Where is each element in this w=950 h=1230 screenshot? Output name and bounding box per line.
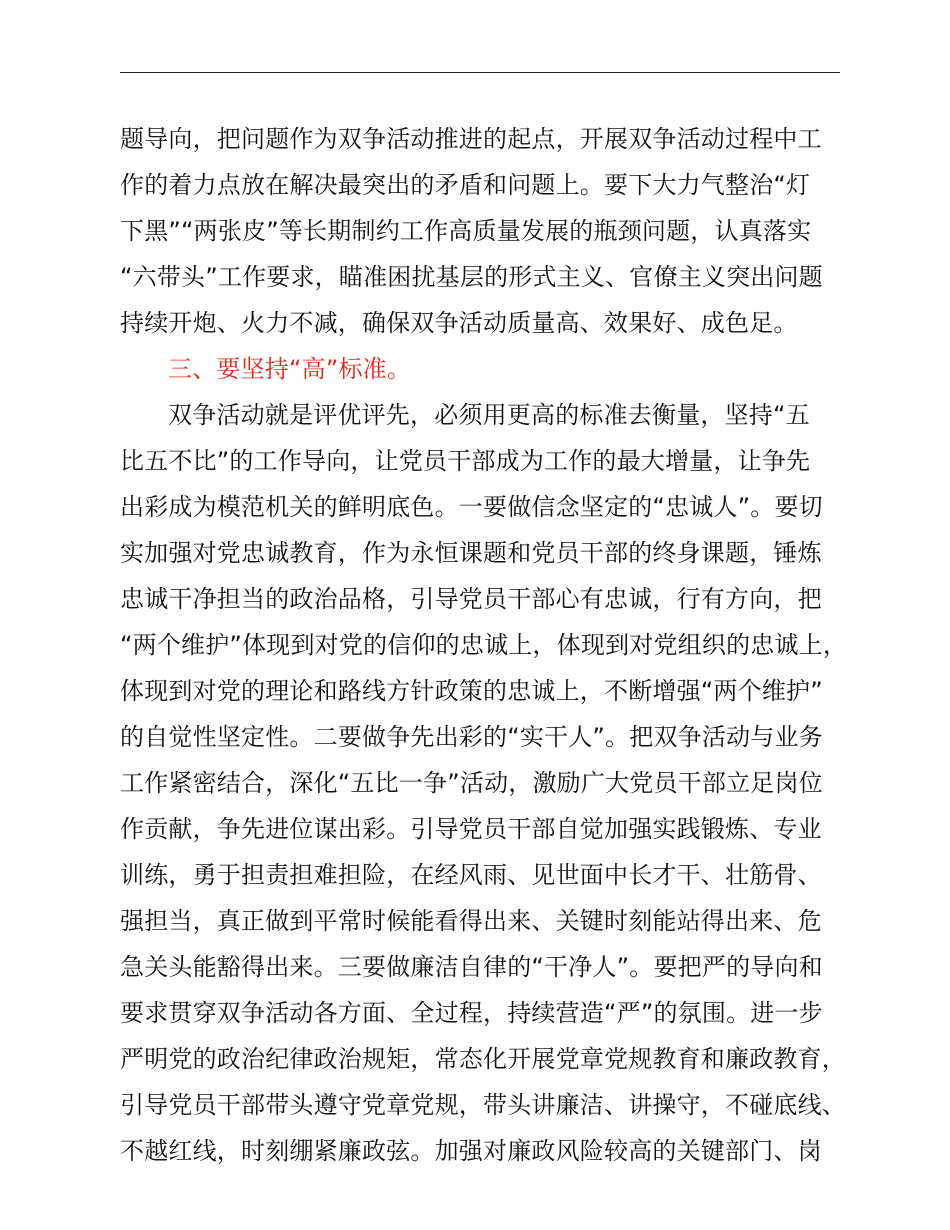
- document-body: [120, 116, 850, 1174]
- body-line: 严明党的政治纪律政治规矩，常态化开展党章党规教育和廉政教育，: [120, 1045, 846, 1073]
- body-line: 不越红线，时刻绷紧廉政弦。加强对廉政风险较高的关键部门、岗: [120, 1137, 822, 1165]
- body-line: 的自觉性坚定性。二要做争先出彩的“实干人”。把双争活动与业务: [120, 723, 823, 751]
- body-line: 实加强对党忠诚教育，作为永恒课题和党员干部的终身课题，锤炼: [120, 539, 822, 567]
- body-line: 下黑”“两张皮”等长期制约工作高质量发展的瓶颈问题，认真落实: [120, 217, 812, 245]
- body-line: 急关头能豁得出来。三要做廉洁自律的“干净人”。要把严的导向和: [120, 953, 823, 981]
- body-line: 体现到对党的理论和路线方针政策的忠诚上，不断增强“两个维护”: [120, 677, 823, 705]
- body-line: 出彩成为模范机关的鲜明底色。一要做信念坚定的“忠诚人”。要切: [120, 493, 823, 521]
- body-line: 强担当，真正做到平常时候能看得出来、关键时刻能站得出来、危: [120, 907, 822, 935]
- body-line: 要求贯穿双争活动各方面、全过程，持续营造“严”的氛围。进一步: [120, 999, 823, 1027]
- body-line: 作贡献，争先进位谋出彩。引导党员干部自觉加强实践锻炼、专业: [120, 815, 822, 843]
- body-line: 持续开炮、火力不减，确保双争活动质量高、效果好、成色足。: [120, 309, 798, 337]
- body-line: 训练，勇于担责担难担险，在经风雨、见世面中长才干、壮筋骨、: [120, 861, 822, 889]
- body-line: “两个维护”体现到对党的信仰的忠诚上，体现到对党组织的忠诚上，: [120, 631, 848, 659]
- body-line: 作的着力点放在解决最突出的矛盾和问题上。要下大力气整治“灯: [120, 171, 811, 199]
- body-line: 比五不比”的工作导向，让党员干部成为工作的最大增量，让争先: [120, 447, 811, 475]
- body-line: 忠诚干净担当的政治品格，引导党员干部心有忠诚，行有方向，把: [120, 585, 822, 613]
- section-heading: 三、要坚持“高”标准。: [168, 355, 412, 383]
- body-line: 引导党员干部带头遵守党章党规，带头讲廉洁、讲操守，不碰底线、: [120, 1091, 846, 1119]
- body-line: 题导向，把问题作为双争活动推进的起点，开展双争活动过程中工: [120, 125, 822, 153]
- header-rule: [120, 72, 840, 73]
- body-line: 工作紧密结合，深化“五比一争”活动，激励广大党员干部立足岗位: [120, 769, 823, 797]
- body-line: “六带头”工作要求，瞄准困扰基层的形式主义、官僚主义突出问题: [120, 263, 823, 291]
- paragraph-first-line: 双争活动就是评优评先，必须用更高的标准去衡量，坚持“五: [168, 401, 810, 429]
